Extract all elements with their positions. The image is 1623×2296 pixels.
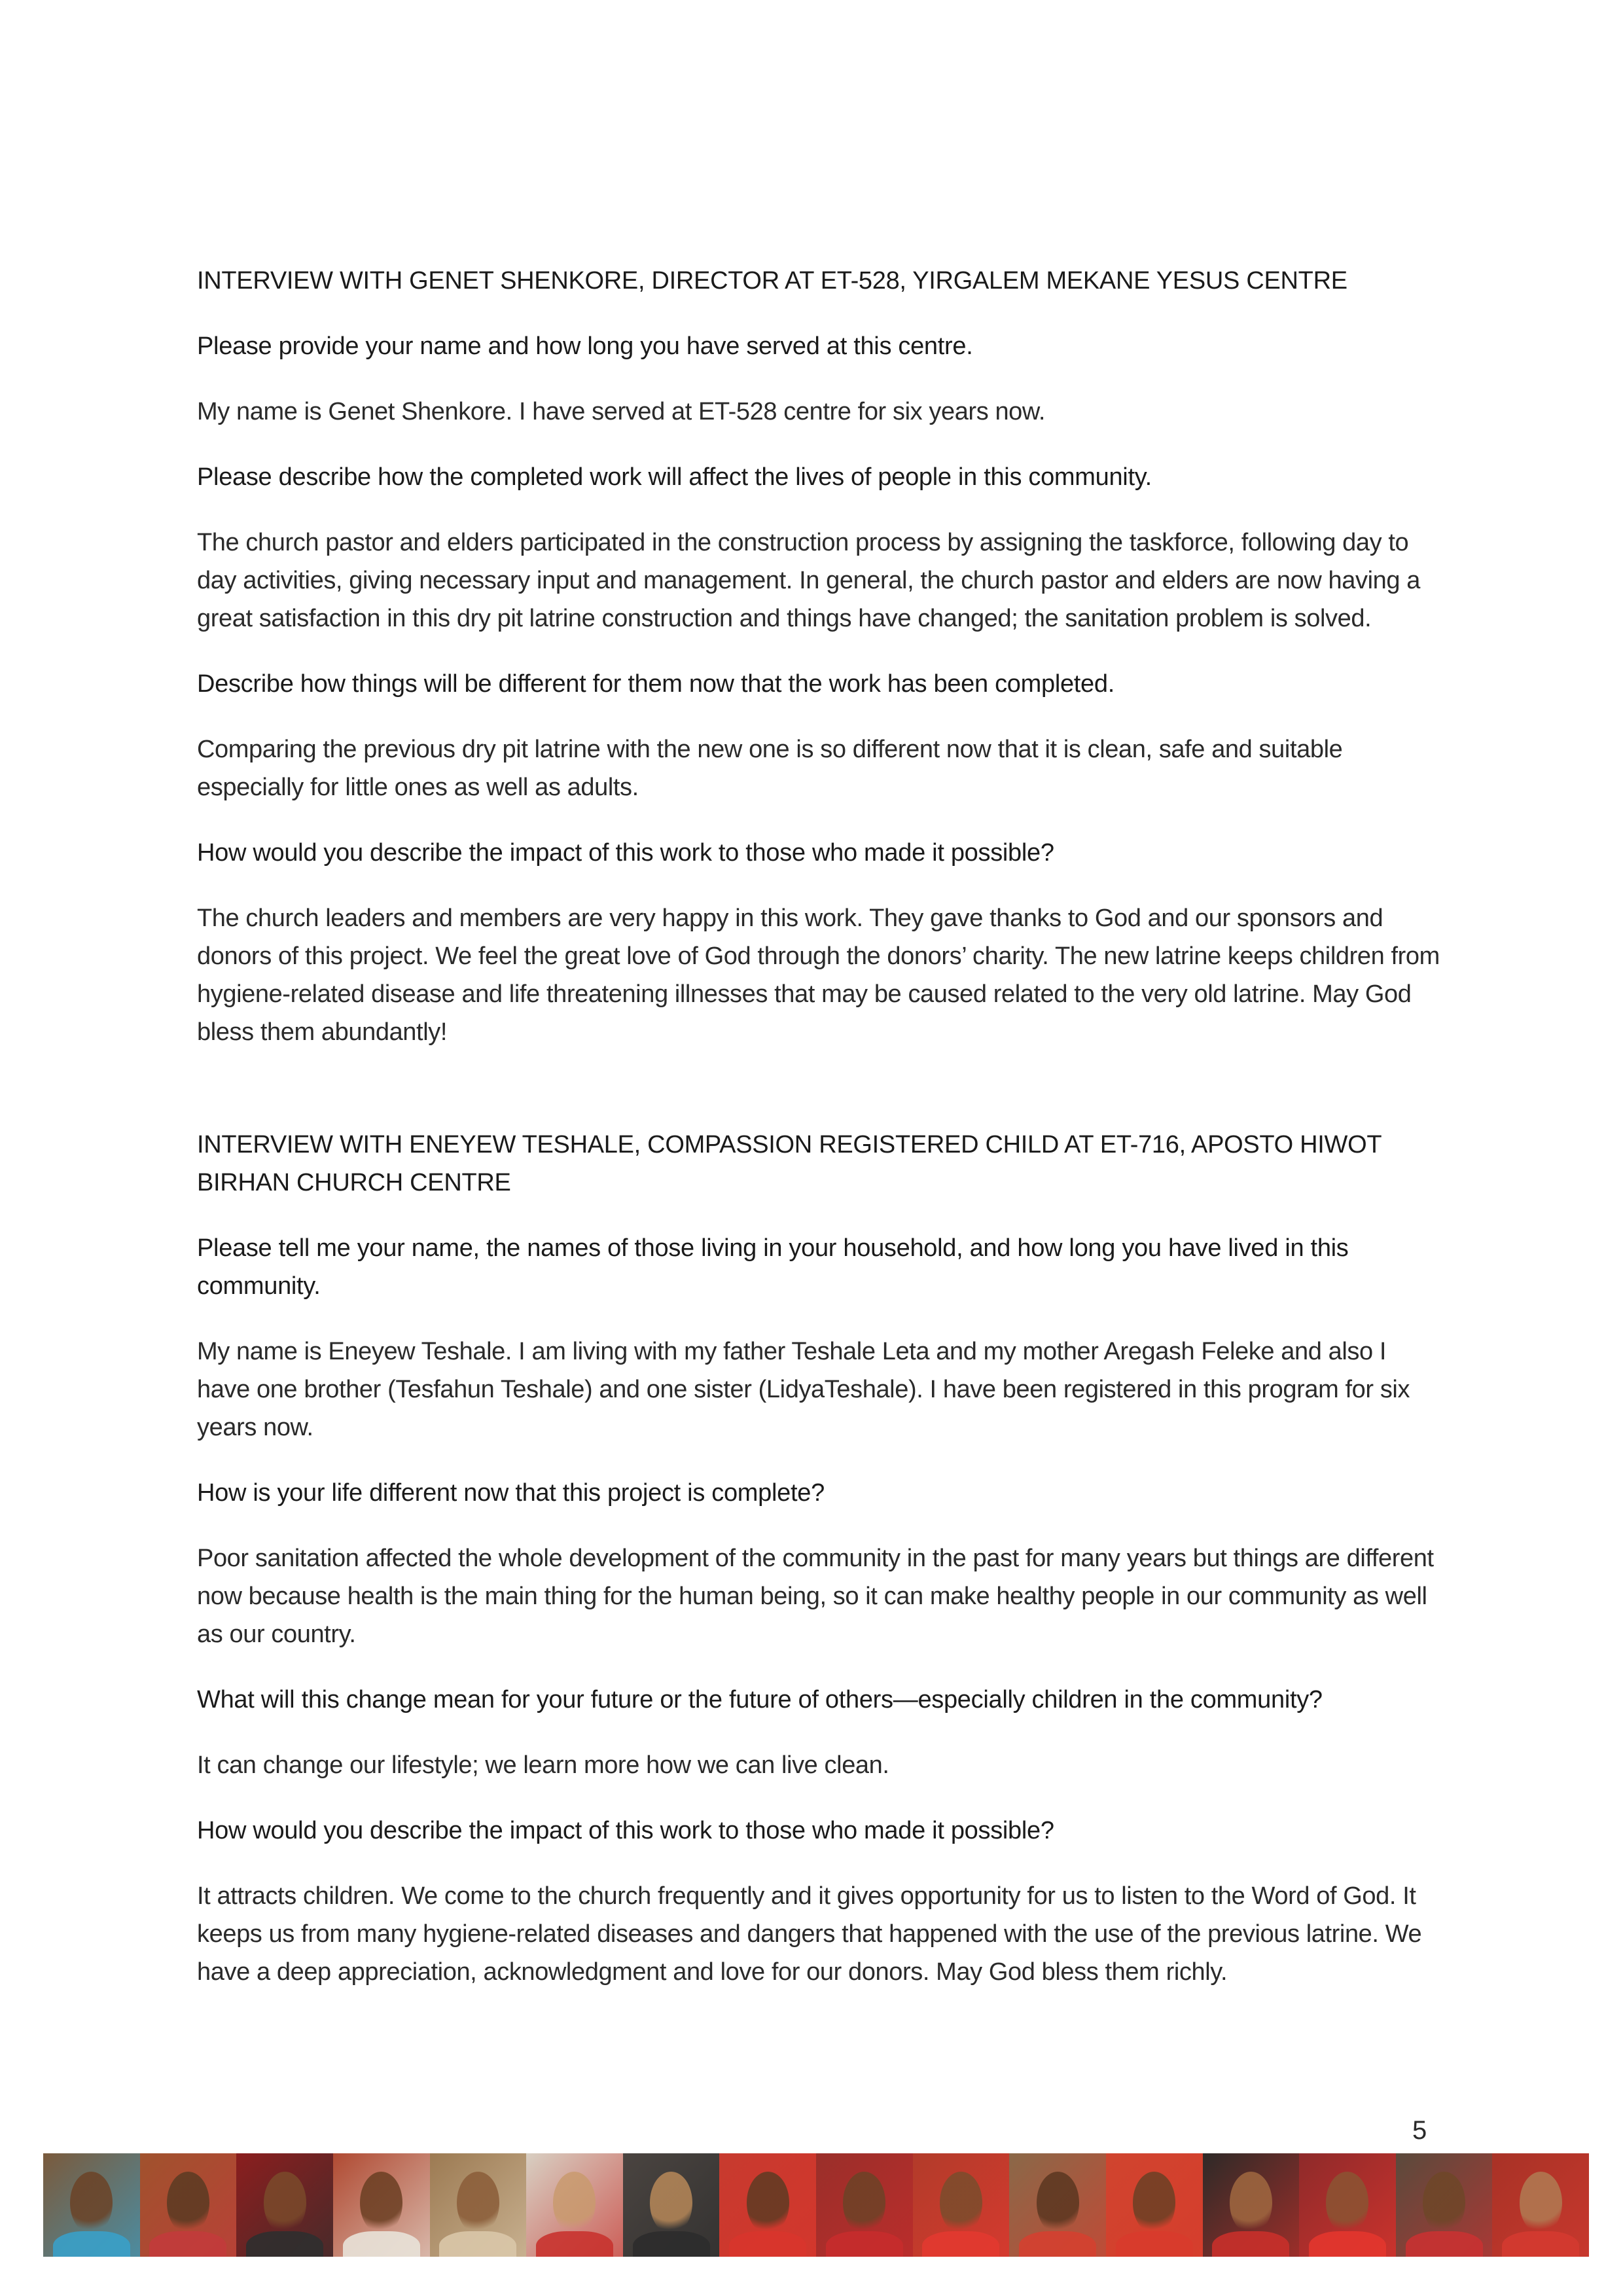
child-face-shape — [70, 2172, 113, 2234]
child-face-shape — [1520, 2172, 1562, 2234]
child-photo — [526, 2153, 623, 2257]
interview-answer: My name is Eneyew Teshale. I am living with my father Teshale Leta and my mother Aregash Feleke and also I have one brother (Tesfahun Teshale) and one sister (LidyaTeshale). I have been registered in this program for six years now. — [197, 1338, 1410, 1441]
child-photo — [816, 2153, 913, 2257]
child-face-shape — [264, 2172, 306, 2234]
child-photo — [236, 2153, 333, 2257]
child-photo — [43, 2153, 140, 2257]
child-photo — [140, 2153, 237, 2257]
interview-section — [197, 262, 1440, 1051]
child-photo — [1299, 2153, 1396, 2257]
child-photo — [1106, 2153, 1203, 2257]
interview-question: Describe how things will be different for them now that the work has been completed. — [197, 670, 1115, 698]
interview-heading: INTERVIEW WITH ENEYEW TESHALE, COMPASSION REGISTERED CHILD AT ET-716, APOSTO HIWOT BIRHAN CHURCH CENTRE — [197, 1131, 1382, 1196]
child-shirt-shape — [922, 2231, 999, 2257]
interview-answer: The church leaders and members are very happy in this work. They gave thanks to God and our sponsors and donors of this project. We feel the great love of God through the donors’ charity. The new latrine keeps children from hygiene-related disease and life threatening illnesses that may be caused related to the very old latrine. May God bless them abundantly! — [197, 905, 1440, 1046]
child-photo — [913, 2153, 1010, 2257]
child-photo — [1396, 2153, 1493, 2257]
child-shirt-shape — [1116, 2231, 1193, 2257]
child-face-shape — [1326, 2172, 1368, 2234]
photo-strip-banner — [43, 2153, 1589, 2257]
child-face-shape — [360, 2172, 402, 2234]
child-photo — [1203, 2153, 1300, 2257]
interview-question: Please tell me your name, the names of those living in your household, and how long you have lived in this community. — [197, 1234, 1349, 1300]
child-shirt-shape — [1212, 2231, 1289, 2257]
child-face-shape — [1230, 2172, 1272, 2234]
child-shirt-shape — [343, 2231, 420, 2257]
child-photo — [333, 2153, 430, 2257]
child-face-shape — [747, 2172, 789, 2234]
child-shirt-shape — [246, 2231, 323, 2257]
child-shirt-shape — [439, 2231, 516, 2257]
interview-question: How would you describe the impact of this work to those who made it possible? — [197, 839, 1054, 867]
interview-question: Please provide your name and how long you have served at this centre. — [197, 332, 973, 360]
child-photo — [1009, 2153, 1106, 2257]
interview-question: How is your life different now that this project is complete? — [197, 1479, 825, 1507]
child-shirt-shape — [1019, 2231, 1096, 2257]
child-photo — [623, 2153, 720, 2257]
child-shirt-shape — [1502, 2231, 1579, 2257]
child-photo — [1492, 2153, 1589, 2257]
child-shirt-shape — [53, 2231, 130, 2257]
child-photo — [430, 2153, 527, 2257]
interview-answer: It can change our lifestyle; we learn more how we can live clean. — [197, 1751, 889, 1779]
interview-answer: The church pastor and elders participated in the construction process by assigning the taskforce, following day to day activities, giving necessary input and management. In general, the church pastor and elders are now having a great satisfaction in this dry pit latrine construction and things have changed; the sanitation problem is solved. — [197, 529, 1421, 632]
child-face-shape — [650, 2172, 692, 2234]
child-face-shape — [167, 2172, 209, 2234]
document-body — [197, 262, 1440, 2018]
child-face-shape — [940, 2172, 982, 2234]
child-shirt-shape — [1309, 2231, 1386, 2257]
child-shirt-shape — [729, 2231, 806, 2257]
interview-question: How would you describe the impact of this work to those who made it possible? — [197, 1817, 1054, 1844]
child-face-shape — [553, 2172, 596, 2234]
child-shirt-shape — [826, 2231, 903, 2257]
interview-section — [197, 1126, 1440, 1991]
child-face-shape — [1037, 2172, 1079, 2234]
child-face-shape — [1133, 2172, 1175, 2234]
child-face-shape — [843, 2172, 885, 2234]
child-shirt-shape — [1406, 2231, 1483, 2257]
interview-answer: Poor sanitation affected the whole development of the community in the past for many years but things are different now because health is the main thing for the human being, so it can make healthy people in our community as well as our country. — [197, 1545, 1434, 1648]
child-shirt-shape — [149, 2231, 226, 2257]
child-shirt-shape — [633, 2231, 710, 2257]
interview-answer: My name is Genet Shenkore. I have served at ET-528 centre for six years now. — [197, 398, 1046, 425]
child-photo — [719, 2153, 816, 2257]
interview-question: What will this change mean for your future or the future of others—especially children in the community? — [197, 1686, 1323, 1713]
interview-answer: Comparing the previous dry pit latrine with the new one is so different now that it is clean, safe and suitable especially for little ones as well as adults. — [197, 736, 1343, 801]
interview-question: Please describe how the completed work will affect the lives of people in this community. — [197, 463, 1152, 491]
child-face-shape — [457, 2172, 499, 2234]
page-number: 5 — [1412, 2116, 1427, 2145]
child-shirt-shape — [536, 2231, 613, 2257]
interview-sections — [197, 262, 1440, 1991]
interview-heading: INTERVIEW WITH GENET SHENKORE, DIRECTOR AT ET-528, YIRGALEM MEKANE YESUS CENTRE — [197, 267, 1347, 295]
interview-answer: It attracts children. We come to the church frequently and it gives opportunity for us to listen to the Word of God. It keeps us from many hygiene-related diseases and dangers that happened with the use of the previous latrine. We have a deep appreciation, acknowledgment and love for our donors. May God bless them richly. — [197, 1882, 1422, 1986]
child-face-shape — [1423, 2172, 1465, 2234]
